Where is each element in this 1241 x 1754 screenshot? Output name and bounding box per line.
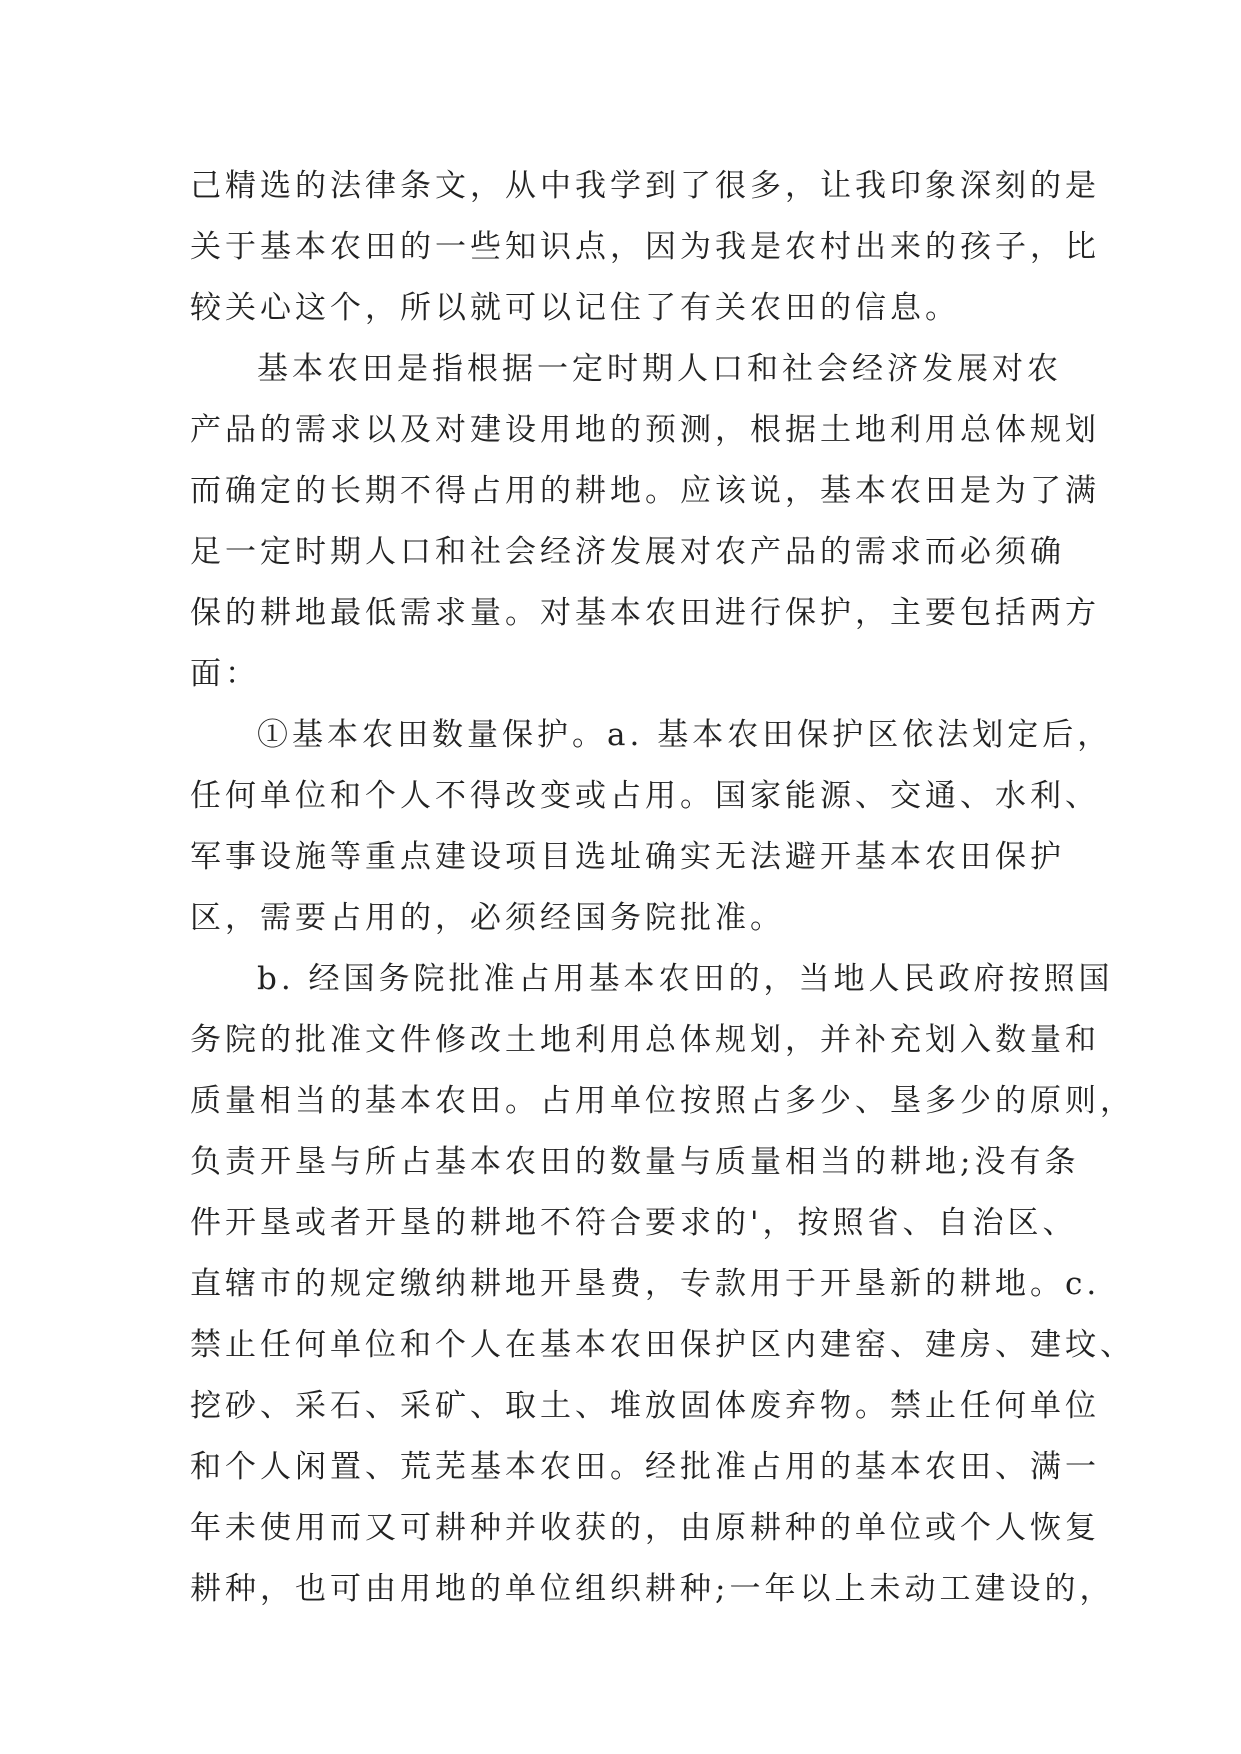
paragraph-definition [190, 339, 1100, 705]
text-line: 面： [190, 656, 260, 692]
text-line: 务院的批准文件修改土地利用总体规划，并补充划入数量和 [190, 1022, 1100, 1058]
text-line: 负责开垦与所占基本农田的数量与质量相当的耕地;没有条 [190, 1144, 1080, 1180]
text-line: 关于基本农田的一些知识点，因为我是农村出来的孩子，比 [190, 229, 1100, 265]
text-line: 保的耕地最低需求量。对基本农田进行保护，主要包括两方 [190, 595, 1100, 631]
text-line: 较关心这个，所以就可以记住了有关农田的信息。 [190, 290, 960, 326]
text-line: 直辖市的规定缴纳耕地开垦费，专款用于开垦新的耕地。c. [190, 1266, 1101, 1302]
text-line: 挖砂、采石、采矿、取土、堆放固体废弃物。禁止任何单位 [190, 1388, 1100, 1424]
text-line: 己精选的法律条文，从中我学到了很多，让我印象深刻的是 [190, 168, 1100, 204]
text-line: 区，需要占用的，必须经国务院批准。 [190, 900, 785, 936]
text-line: 件开垦或者开垦的耕地不符合要求的'，按照省、自治区、 [190, 1205, 1078, 1241]
text-line: 基本农田是指根据一定时期人口和社会经济发展对农 [257, 351, 1062, 387]
text-line: 禁止任何单位和个人在基本农田保护区内建窑、建房、建坟、 [190, 1327, 1135, 1363]
text-line: 军事设施等重点建设项目选址确实无法避开基本农田保护 [190, 839, 1065, 875]
text-line: 耕种，也可由用地的单位组织耕种;一年以上未动工建设的， [190, 1571, 1115, 1607]
text-line: 质量相当的基本农田。占用单位按照占多少、垦多少的原则， [190, 1083, 1135, 1119]
paragraph-approval-rules [190, 949, 1135, 1620]
text-line: ①基本农田数量保护。a. 基本农田保护区依法划定后， [257, 717, 1113, 753]
text-line: 年未使用而又可耕种并收获的，由原耕种的单位或个人恢复 [190, 1510, 1100, 1546]
text-line: 和个人闲置、荒芜基本农田。经批准占用的基本农田、满一 [190, 1449, 1100, 1485]
text-line: 产品的需求以及对建设用地的预测，根据土地利用总体规划 [190, 412, 1100, 448]
paragraph-quantity-protection [190, 705, 1113, 949]
text-line: 任何单位和个人不得改变或占用。国家能源、交通、水利、 [190, 778, 1100, 814]
text-line: 足一定时期人口和社会经济发展对农产品的需求而必须确 [190, 534, 1065, 570]
paragraph-intro [190, 156, 1100, 339]
text-line: 而确定的长期不得占用的耕地。应该说，基本农田是为了满 [190, 473, 1100, 509]
text-line: b. 经国务院批准占用基本农田的，当地人民政府按照国 [257, 961, 1114, 997]
document-body [190, 156, 1135, 1620]
